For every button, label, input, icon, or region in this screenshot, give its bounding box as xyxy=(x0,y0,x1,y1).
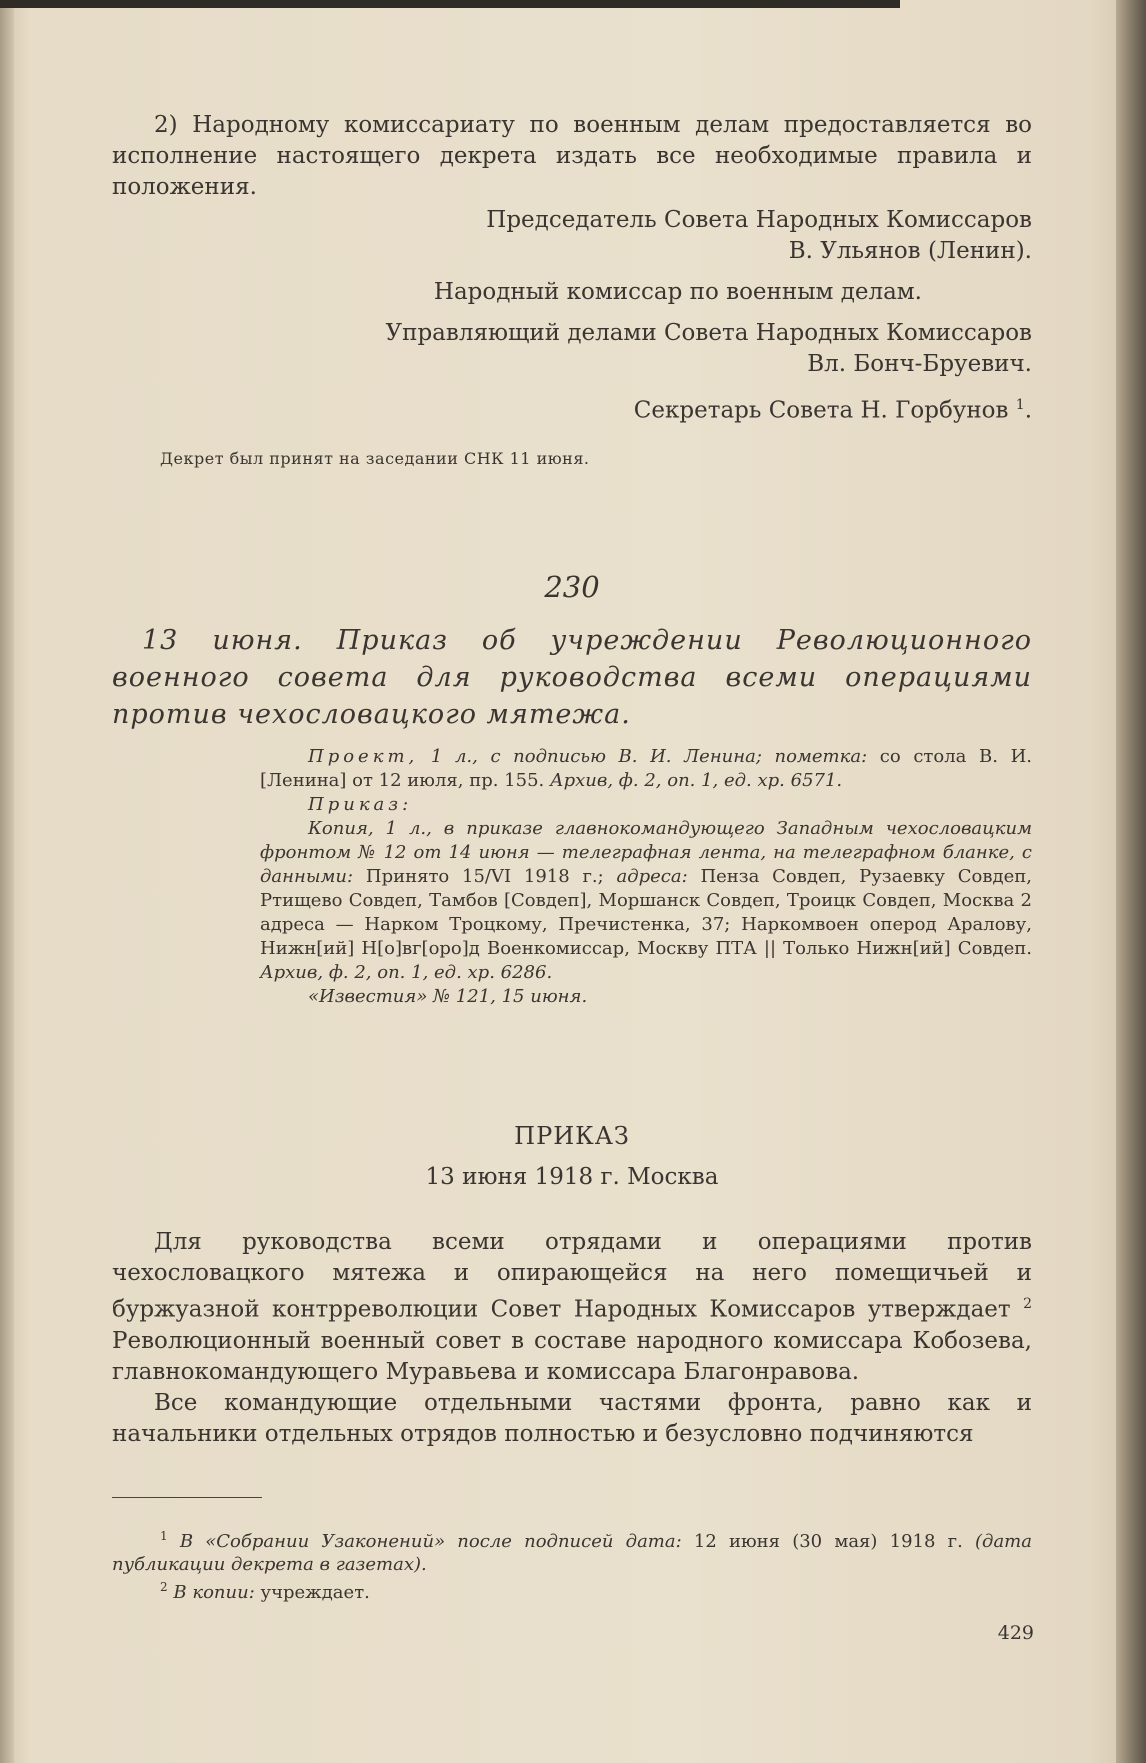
page-left-edge xyxy=(0,0,14,1763)
meta-copy-addr-label: адреса: xyxy=(616,866,688,887)
signature-chair-role: Председатель Совета Народных Комиссаров xyxy=(486,207,1032,233)
meta-copy-addresses: Пенза Совдеп, Рузаевку Совдеп, Ртищево Совдеп, Тамбов [Совдеп], Моршанск Совдеп, Троицк Совдеп, Москва 2 адреса — Нарком Троцкому, Пречистенка, 37; Наркомвоен оперод Аралову, Нижн[ий] Н[о]вг[оро]д Военкомиссар, Москву ПТА || Только Нижн[ий] Совдеп. xyxy=(260,866,1032,959)
order-paragraph-1 xyxy=(112,1227,1032,1388)
footnote-1-text: 12 июня (30 мая) 1918 г. xyxy=(693,1531,963,1552)
meta-project-archive: Архив, ф. 2, оп. 1, ед. хр. 6571. xyxy=(549,770,843,791)
meta-order-label-line xyxy=(260,793,1032,817)
footnote-1 xyxy=(112,1525,1032,1576)
footnote-divider xyxy=(112,1497,262,1498)
meta-copy-archive: Архив, ф. 2, оп. 1, ед. хр. 6286. xyxy=(260,962,553,983)
order-paragraph-1b: Революционный военный совет в составе народного комиссара Кобозева, главнокомандующего Муравьева и комиссара Благонравова. xyxy=(112,1327,1032,1385)
signature-secretary: Секретарь Совета Н. Горбунов $^1$. xyxy=(633,397,1032,424)
meta-project-label: Проект, xyxy=(308,746,419,767)
order-paragraph-2: Все командующие отдельными частями фронта, равно как и начальники отдельных отрядов полностью и безусловно подчиняются xyxy=(112,1389,1032,1447)
order-header xyxy=(112,1122,1032,1193)
document-title: 13 июня. Приказ об учреждении Революционного военного совета для руководства всеми операциями против чехословацкого мятежа. xyxy=(112,625,1032,730)
decree-paragraph-2: 2) Народному комиссариату по военным делам предоставляется во исполнение настоящего декрета издать все необходимые правила и положения. xyxy=(112,112,1032,200)
adopted-note: Декрет был принят на заседании СНК 11 июня. xyxy=(160,448,590,468)
footnote-1-italic-a: В «Собрании Узаконений» после подписей дата: xyxy=(179,1531,682,1552)
signature-chair-name: В. Ульянов (Ленин). xyxy=(788,238,1032,264)
page-number: 429 xyxy=(997,1622,1034,1644)
footnote-2-text: учреждает. xyxy=(260,1582,370,1603)
footnote-1-mark: 1 xyxy=(160,1529,168,1543)
meta-project xyxy=(260,745,1032,793)
footnote-1-italic-b: (дата публикации декрета в газетах). xyxy=(112,1531,1032,1575)
decree-ending xyxy=(112,110,1032,468)
footnote-ref-1: 1 xyxy=(1015,397,1025,413)
meta-copy-italic: Копия, 1 л., в приказе главнокомандующего Западным чехословацким фронтом № 12 от 14 июня — телеграфная лента, на телеграфном бланке, с данными: xyxy=(260,818,1032,887)
meta-copy-received: Принято 15/VI 1918 г.; xyxy=(365,866,604,887)
document-header xyxy=(112,570,1032,604)
signature-secretary-text: Секретарь Совета Н. Горбунов xyxy=(633,397,1009,424)
footnote-2-italic: В копии: xyxy=(173,1582,255,1603)
archival-metadata xyxy=(260,745,1032,1009)
meta-project-italic: 1 л., с подписью В. И. Ленина; пометка: xyxy=(430,746,868,767)
book-spine xyxy=(1116,0,1146,1763)
order-date-place: 13 июня 1918 г. Москва xyxy=(425,1164,719,1190)
document-number: 230 xyxy=(544,570,600,604)
signature-manager-name: Вл. Бонч-Бруевич. xyxy=(807,351,1032,377)
footnotes xyxy=(112,1525,1032,1604)
meta-order-label: Приказ: xyxy=(308,794,413,815)
order-heading: ПРИКАЗ xyxy=(514,1122,630,1150)
top-dark-edge xyxy=(0,0,900,8)
meta-izvestia: «Известия» № 121, 15 июня. xyxy=(308,986,588,1007)
footnote-2-mark: 2 xyxy=(160,1580,168,1594)
order-body xyxy=(112,1227,1032,1450)
meta-project-text: со стола В. И. [Ленина] от 12 июля, пр. 155. xyxy=(260,746,1032,791)
order-paragraph-1a: Для руководства всеми отрядами и операциями против чехословацкого мятежа и опирающейся на него помещичьей и буржуазной контрреволюции Совет Народных Комиссаров утверждает xyxy=(112,1229,1032,1323)
footnote-2 xyxy=(112,1576,1032,1604)
signature-war-commissar: Народный комиссар по военным делам. xyxy=(433,279,922,305)
footnote-ref-2: 2 xyxy=(1023,1296,1032,1312)
signature-manager-role: Управляющий делами Совета Народных Комиссаров xyxy=(385,320,1032,346)
document-title-block xyxy=(112,622,1032,733)
meta-copy xyxy=(260,817,1032,985)
